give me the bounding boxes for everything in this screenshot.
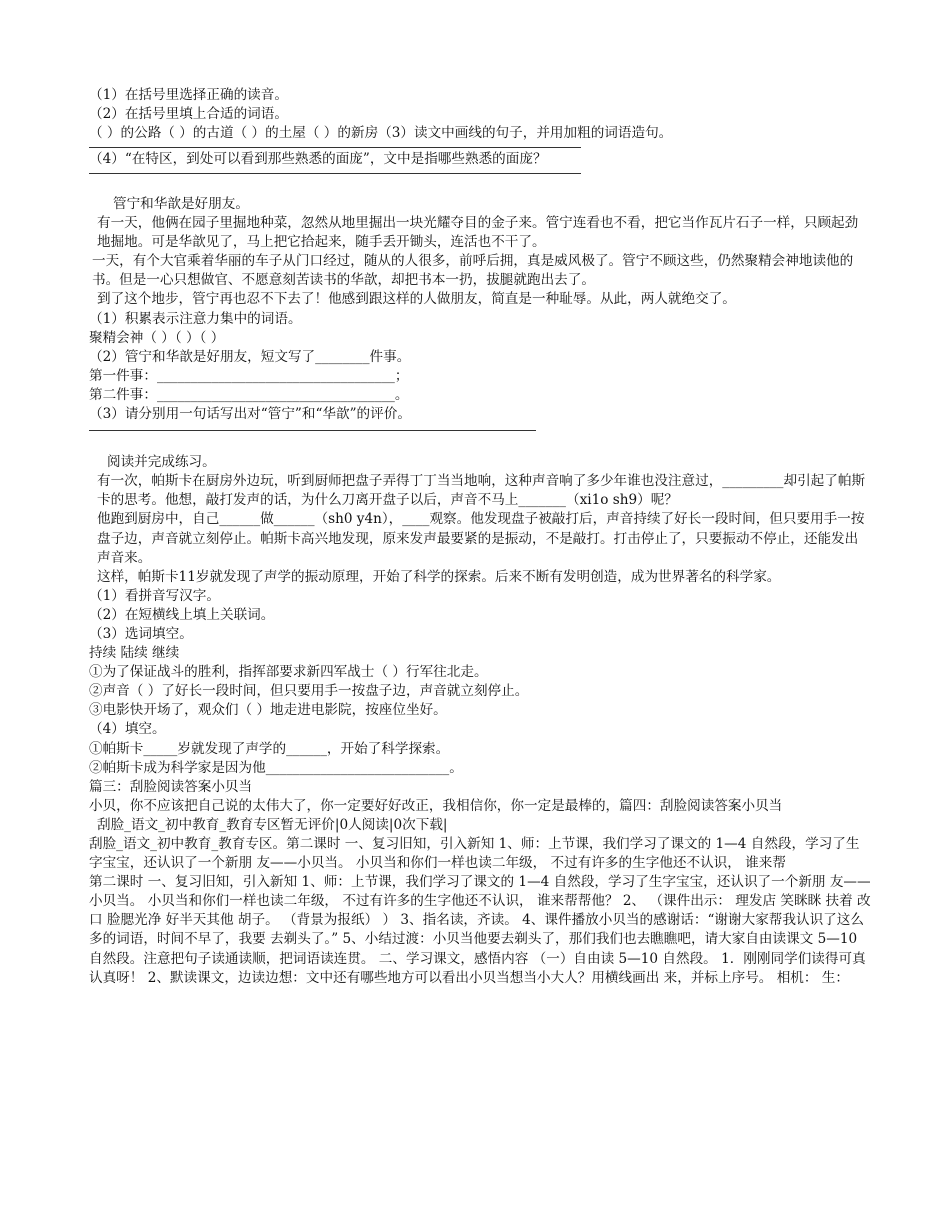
passage-paragraph: 这样，帕斯卡11岁就发现了声学的振动原理，开始了科学的探索。后来不断有发明创造，成为世界著名的科学家。 xyxy=(97,568,781,585)
exercise-question: （2）管宁和华歆是好朋友，短文写了________件事。 xyxy=(89,348,411,365)
exercise-question: （3）选词填空。 xyxy=(89,625,193,642)
passage-paragraph: 他跑到厨房中，自己______做______（sh0 y4n），____观察。他发现盘子被敲打后，声音持续了好长一段时间，但只要用手一按盘子边，声音就立刻停止。帕斯卡高兴地发现，原来发声最要紧的是振动，不是敲打。打击停止了，只要振动不停止，还能发出声音来。 xyxy=(97,511,865,566)
exercise-section-1 xyxy=(89,86,871,174)
fill-sentence: ②帕斯卡成为科学家是因为他___________________________。 xyxy=(89,759,463,776)
document-meta: 刮脸_语文_初中教育_教育专区暂无评价|0人阅读|0次下载| xyxy=(97,816,448,833)
exercise-question: （1）看拼音写汉字。 xyxy=(89,587,220,604)
section-heading: 篇三：刮脸阅读答案小贝当 xyxy=(89,778,253,795)
choice-sentence: ②声音（ ）了好长一段时间，但只要用手一按盘子边，声音就立刻停止。 xyxy=(89,683,529,700)
passage-paragraph: 一天，有个大官乘着华丽的车子从门口经过，随从的人很多，前呼后拥，真是威风极了。管宁不顾这些，仍然聚精会神地读他的书。但是一心只想做官、不愿意刻苦读书的华歆，却把书本一扔，拔腿就跑出去了。 xyxy=(92,253,854,289)
passage-title: 管宁和华歆是好朋友。 xyxy=(113,196,249,212)
passage-title: 阅读并完成练习。 xyxy=(107,454,216,471)
article-paragraph: 小贝，你不应该把自己说的太伟大了，你一定要好好改正，我相信你，你一定是最棒的，篇四：刮脸阅读答案小贝当 xyxy=(89,797,783,814)
exercise-question: （3）请分别用一句话写出对“管宁”和“华歆”的评价。 xyxy=(89,406,411,423)
answer-line xyxy=(89,147,581,148)
choice-sentence: ③电影快开场了，观众们（ ）地走进电影院，按座位坐好。 xyxy=(89,702,447,719)
article-section-xiaobeidang xyxy=(89,778,871,988)
word-choices: 持续 陆续 继续 xyxy=(89,645,180,662)
passage-paragraph: 有一次，帕斯卡在厨房外边玩，听到厨师把盘子弄得丁丁当当地响，这种声音响了多少年谁也没注意过，_________却引起了帕斯卡的思考。他想，敲打发声的话，为什么刀离开盘子以后，声音不马上_______（xi1o sh9）呢？ xyxy=(97,473,866,509)
document-page xyxy=(89,86,871,988)
question-2: （2）在括号里填上合适的词语。 xyxy=(89,106,288,122)
fill-sentence: ①帕斯卡_____岁就发现了声学的______，开始了科学探索。 xyxy=(89,740,450,757)
passage-paragraph: 到了这个地步，管宁再也忍不下去了！他感到跟这样的人做朋友，简直是一种耻辱。从此，两人就绝交了。 xyxy=(97,291,736,308)
question-4: （4）“在特区，到处可以看到那些熟悉的面庞”，文中是指哪些熟悉的面庞？ xyxy=(89,151,547,167)
reading-section-pascal xyxy=(89,453,871,778)
choice-sentence: ①为了保证战斗的胜利，指挥部要求新四军战士（ ）行军往北走。 xyxy=(89,664,488,681)
exercise-question: （1）积累表示注意力集中的词语。 xyxy=(89,310,302,327)
article-paragraph: 第二课时 一、复习旧知，引入新知 1、师：上节课，我们学习了课文的 1—4 自然段，学习了生字宝宝，还认识了一个新朋 友——小贝当。 小贝当和你们一样也读二年级， 不过有许多的生字他还不认识， 谁来帮帮他？ 2、 （课件出示： 理发店 笑眯眯 扶着 改口 脸腮光净 好半天其他 胡子。 （背景为报纸） ） 3、指名读，齐读。 4、课件播放小贝当的感谢话：“谢谢大家帮我认识了这么多的词语，时间不早了，我要 去剃头了。” 5、小结过渡：小贝当他要去剃头了，那们我们也去瞧瞧吧，请大家自由读课文 5—10 自然段。注意把句子读通读顺，把词语读连贯。 二、学习课文，感悟内容 （一）自由读 5—10 自然段。 1．刚刚同学们读得可真认真呀！ 2、默读课文，边读边想：文中还有哪些地方可以看出小贝当想当小大人？用横线画出 来，并标上序号。 相机： 生： xyxy=(89,874,871,986)
exercise-blank-line: 第二件事：___________________________________。 xyxy=(89,386,409,403)
passage-paragraph: 有一天，他俩在园子里掘地种菜，忽然从地里掘出一块光耀夺目的金子来。管宁连看也不看，把它当作瓦片石子一样，只顾起劲地掘地。可是华歆见了，马上把它拾起来，随手丢开锄头，连活也不干了。 xyxy=(97,215,859,251)
exercise-question: （2）在短横线上填上关联词。 xyxy=(89,606,275,623)
question-3: （ ）的公路（ ）的古道（ ）的土屋（ ）的新房（3）读文中画线的句子，并用加粗的词语造句。 xyxy=(89,125,673,141)
exercise-question: （4）填空。 xyxy=(89,721,166,738)
reading-section-guanning xyxy=(89,195,871,431)
article-paragraph: 刮脸_语文_初中教育_教育专区。第二课时 一、复习旧知，引入新知 1、师：上节课，我们学习了课文的 1—4 自然段，学习了生字宝宝，还认识了一个新朋 友——小贝当。 小贝当和你们一样也读二年级， 不过有许多的生字他还不认识， 谁来帮 xyxy=(89,836,860,872)
exercise-blank-line: 第一件事：___________________________________； xyxy=(89,367,409,384)
question-1: （1）在括号里选择正确的读音。 xyxy=(89,87,288,103)
exercise-blank-line: 聚精会神（ ）（ ）（ ） xyxy=(89,329,225,346)
